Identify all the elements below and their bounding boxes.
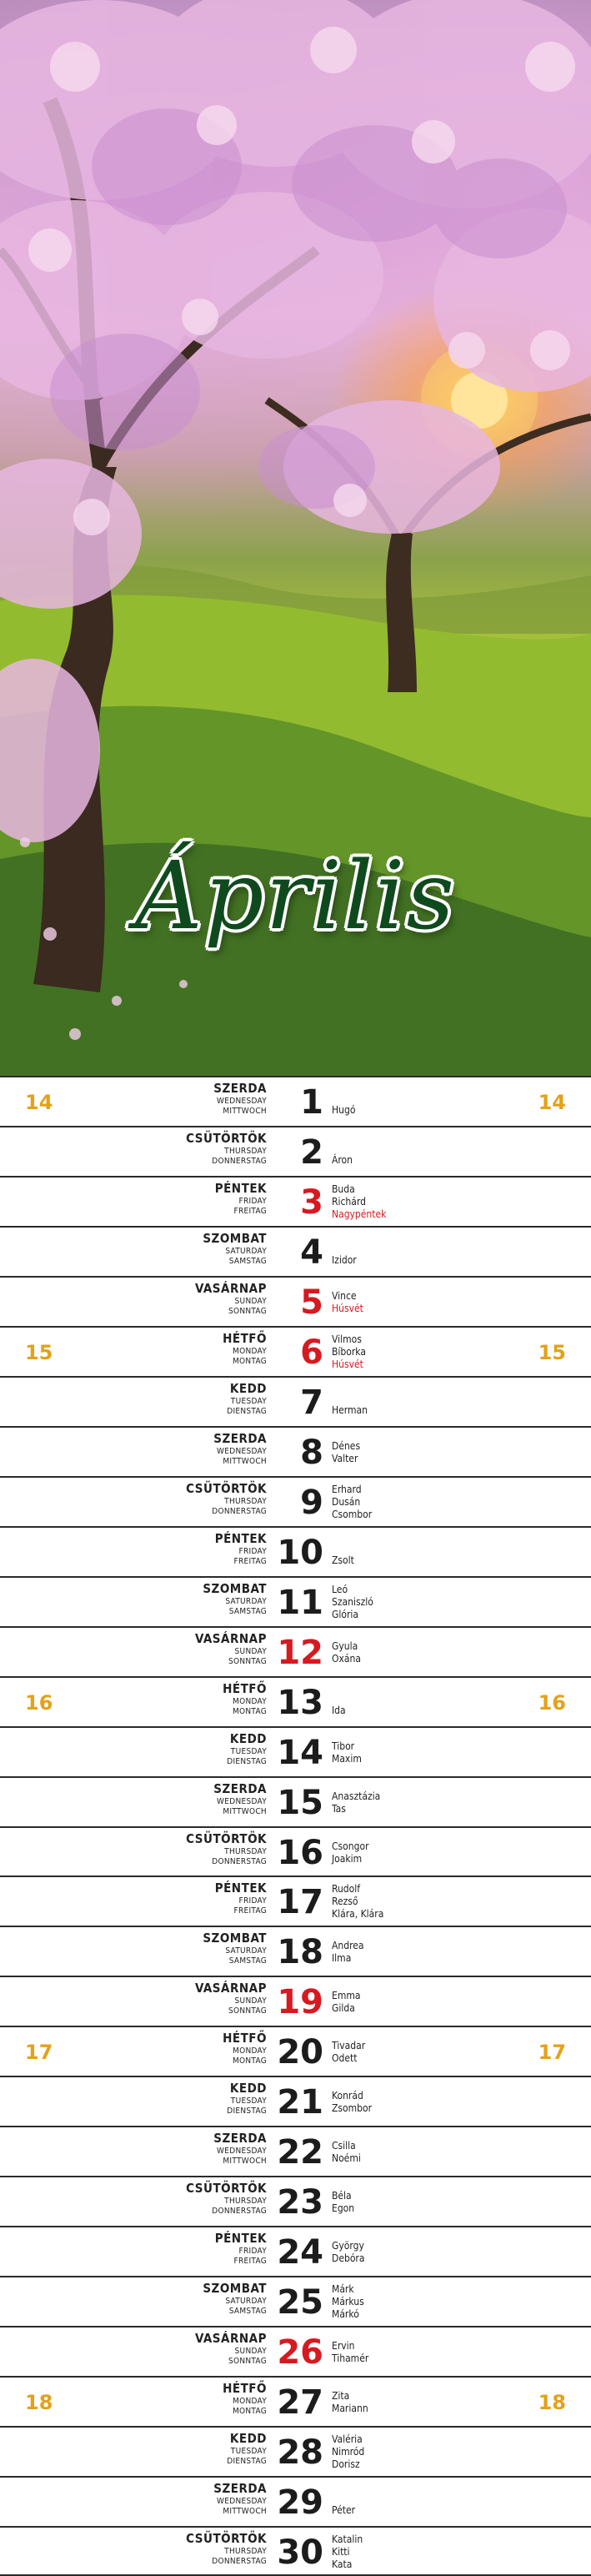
- name-day: Dorisz: [332, 2458, 360, 2471]
- name-day: Zsolt: [332, 1554, 354, 1566]
- day-name-hungarian: KEDD: [229, 2431, 267, 2447]
- day-number: 3: [300, 1183, 323, 1222]
- name-day: Richárd: [332, 1195, 366, 1208]
- day-name-german: MITTWOCH: [223, 1806, 267, 1816]
- week-number-right: 18: [538, 2391, 566, 2415]
- week-number-left: 18: [25, 2391, 53, 2415]
- day-name-english: SUNDAY: [234, 2347, 267, 2357]
- day-name-english: THURSDAY: [224, 1146, 267, 1156]
- day-name-german: MONTAG: [232, 2407, 267, 2417]
- day-name-hungarian: HÉTFŐ: [223, 2031, 267, 2046]
- day-row: [0, 1426, 591, 1476]
- day-name-block: [133, 1132, 267, 1167]
- day-name-block: [133, 1280, 267, 1318]
- cherry-blossom-photo: [0, 0, 591, 1076]
- day-name-block: [133, 2082, 267, 2117]
- day-name-english: WEDNESDAY: [217, 2497, 267, 2507]
- day-name-block: [133, 1780, 267, 1818]
- day-name-hungarian: CSÜTÖRTÖK: [186, 1830, 267, 1846]
- day-name-block: [133, 2433, 267, 2468]
- name-days: [332, 1840, 498, 1865]
- day-name-english: SATURDAY: [225, 1246, 267, 1256]
- name-day: Odett: [332, 2052, 358, 2065]
- day-name-block: [133, 1480, 267, 1518]
- day-number: 16: [277, 1833, 323, 1872]
- day-name-block: [133, 2032, 267, 2067]
- name-day: Gyula: [332, 1640, 358, 1652]
- day-name-german: DONNERSTAG: [212, 1506, 267, 1516]
- name-days: [332, 1554, 498, 1567]
- day-name-hungarian: SZERDA: [213, 2131, 267, 2147]
- name-days: [332, 2504, 498, 2517]
- day-name-block: [133, 1330, 267, 1368]
- name-day: Péter: [332, 2504, 356, 2517]
- day-row: [0, 1326, 591, 1376]
- name-day: Kitti: [332, 2546, 350, 2558]
- week-number-right: 17: [538, 2041, 566, 2065]
- day-name-block: [133, 1630, 267, 1668]
- day-name-german: MONTAG: [232, 1706, 267, 1716]
- day-name-hungarian: VASÁRNAP: [194, 1630, 267, 1646]
- name-day: Oxána: [332, 1652, 361, 1665]
- day-row: [0, 2326, 591, 2376]
- day-name-hungarian: CSÜTÖRTÖK: [186, 2531, 267, 2547]
- day-name-german: SAMSTAG: [228, 1606, 267, 1616]
- name-days: [332, 1440, 498, 1465]
- name-days: [332, 1640, 498, 1665]
- name-day: Mariann: [332, 2403, 368, 2415]
- day-name-german: SONNTAG: [228, 2006, 267, 2016]
- day-row: [0, 1626, 591, 1676]
- day-row: [0, 2276, 591, 2326]
- day-name-hungarian: HÉTFŐ: [223, 1680, 267, 1696]
- name-day: Maxim: [332, 1752, 362, 1765]
- day-number: 22: [277, 2133, 323, 2172]
- day-name-english: THURSDAY: [224, 1846, 267, 1856]
- day-row: [0, 2226, 591, 2276]
- day-name-english: WEDNESDAY: [217, 2147, 267, 2157]
- name-day: Glória: [332, 1608, 359, 1620]
- day-name-english: SUNDAY: [234, 1296, 267, 1306]
- name-day: Tibor: [332, 1740, 355, 1752]
- day-number: 9: [300, 1483, 323, 1522]
- day-row: [0, 1226, 591, 1276]
- calendar-grid: [0, 1076, 591, 2576]
- day-name-german: FREITAG: [233, 1906, 267, 1916]
- day-number: 17: [277, 1883, 323, 1922]
- day-name-english: TUESDAY: [230, 1396, 267, 1406]
- name-day: Szaniszló: [332, 1595, 373, 1608]
- day-name-english: WEDNESDAY: [217, 1796, 267, 1806]
- name-day: Rezső: [332, 1896, 358, 1908]
- day-number: 6: [300, 1333, 323, 1372]
- month-title: Április: [134, 842, 457, 951]
- day-number: 7: [300, 1383, 323, 1422]
- name-days: [332, 1404, 498, 1417]
- name-days: [332, 1705, 498, 1717]
- name-days: [332, 2190, 498, 2215]
- day-name-german: DIENSTAG: [227, 1406, 267, 1416]
- day-name-english: SUNDAY: [234, 1646, 267, 1656]
- day-name-german: DONNERSTAG: [212, 1156, 267, 1166]
- day-name-hungarian: CSÜTÖRTÖK: [186, 2181, 267, 2197]
- day-name-english: FRIDAY: [238, 2247, 267, 2257]
- week-number-left: 14: [25, 1091, 53, 1114]
- day-number: 27: [277, 2383, 323, 2423]
- name-day: Tas: [332, 1802, 346, 1815]
- day-name-german: SAMSTAG: [228, 1956, 267, 1966]
- name-day: Csilla: [332, 2140, 356, 2152]
- day-number: 14: [277, 1733, 323, 1772]
- day-row: [0, 1126, 591, 1176]
- day-name-english: THURSDAY: [224, 1496, 267, 1506]
- name-day: Buda: [332, 1183, 355, 1195]
- name-day: Ilma: [332, 1952, 352, 1965]
- day-name-block: [133, 2132, 267, 2167]
- day-number: 8: [300, 1433, 323, 1472]
- day-name-english: MONDAY: [233, 1696, 267, 1706]
- name-day: Áron: [332, 1153, 353, 1166]
- day-name-hungarian: SZERDA: [213, 2481, 267, 2497]
- day-name-german: DONNERSTAG: [212, 1856, 267, 1866]
- name-day: Rudolf: [332, 1883, 361, 1896]
- day-name-hungarian: VASÁRNAP: [194, 1981, 267, 1996]
- day-name-english: SATURDAY: [225, 2297, 267, 2307]
- name-day: Dénes: [332, 1439, 361, 1452]
- day-name-german: SONNTAG: [228, 2357, 267, 2367]
- day-number: 30: [277, 2533, 323, 2573]
- name-day: Csongor: [332, 1840, 369, 1852]
- name-day: Béla: [332, 2190, 352, 2202]
- day-name-block: [133, 1982, 267, 2017]
- day-number: 15: [277, 1783, 323, 1822]
- name-day: Dusán: [332, 1495, 361, 1508]
- day-number: 24: [277, 2233, 323, 2272]
- name-day: Joakim: [332, 1852, 363, 1865]
- week-number-left: 15: [25, 1340, 53, 1364]
- day-number: 5: [300, 1283, 323, 1322]
- name-day: György: [332, 2240, 364, 2252]
- holiday-label: Nagypéntek: [332, 1208, 387, 1220]
- name-days: [332, 2533, 498, 2571]
- name-day: Valéria: [332, 2433, 363, 2446]
- day-number: 11: [277, 1583, 323, 1622]
- week-number-left: 17: [25, 2041, 53, 2065]
- name-days: [332, 2433, 498, 2471]
- day-number: 1: [300, 1083, 323, 1122]
- day-name-english: TUESDAY: [230, 1746, 267, 1756]
- name-days: [332, 1333, 498, 1371]
- day-name-english: THURSDAY: [224, 2197, 267, 2207]
- week-number-right: 15: [538, 1340, 566, 1364]
- day-name-hungarian: SZOMBAT: [203, 2281, 267, 2297]
- day-name-hungarian: PÉNTEK: [214, 2231, 267, 2247]
- week-number-left: 16: [25, 1690, 53, 1715]
- name-day: Márkus: [332, 2296, 364, 2308]
- day-name-hungarian: PÉNTEK: [214, 1180, 267, 1196]
- day-number: 20: [277, 2033, 323, 2072]
- name-days: [332, 1940, 498, 1965]
- day-number: 12: [277, 1633, 323, 1672]
- day-row: [0, 1276, 591, 1326]
- day-row: [0, 1576, 591, 1626]
- day-row: [0, 2476, 591, 2526]
- day-number: 21: [277, 2083, 323, 2122]
- name-day: Noémi: [332, 2152, 361, 2165]
- name-day: Konrád: [332, 2090, 363, 2102]
- name-days: [332, 1254, 498, 1267]
- day-row: [0, 1376, 591, 1426]
- name-day: Valter: [332, 1452, 358, 1464]
- day-number: 2: [300, 1132, 323, 1172]
- day-name-block: [133, 1882, 267, 1917]
- day-row: [0, 1476, 591, 1526]
- day-name-english: TUESDAY: [230, 2096, 267, 2106]
- name-day: Andrea: [332, 1940, 364, 1952]
- name-day: Erhard: [332, 1483, 362, 1495]
- day-name-german: FREITAG: [233, 1556, 267, 1566]
- day-number: 13: [277, 1683, 323, 1722]
- name-day: Klára, Klára: [332, 1908, 384, 1921]
- day-number: 23: [277, 2183, 323, 2222]
- name-day: Zita: [332, 2390, 350, 2403]
- day-name-english: MONDAY: [233, 1346, 267, 1356]
- name-day: Tihamér: [332, 2353, 369, 2365]
- day-row: [0, 1826, 591, 1876]
- day-name-block: [133, 2232, 267, 2267]
- day-name-hungarian: KEDD: [229, 1380, 267, 1396]
- day-row: [0, 1526, 591, 1576]
- day-name-german: SAMSTAG: [228, 2307, 267, 2317]
- day-name-hungarian: VASÁRNAP: [194, 1280, 267, 1296]
- day-number: 29: [277, 2483, 323, 2523]
- day-name-german: DONNERSTAG: [212, 2207, 267, 2217]
- name-day: Emma: [332, 1990, 361, 2002]
- day-name-block: [133, 1180, 267, 1218]
- day-name-hungarian: CSÜTÖRTÖK: [186, 1480, 267, 1496]
- day-row: [0, 1926, 591, 1976]
- name-day: Bíborka: [332, 1345, 366, 1358]
- day-row: [0, 1076, 591, 1126]
- day-name-hungarian: HÉTFŐ: [223, 1330, 267, 1346]
- day-name-english: MONDAY: [233, 2046, 267, 2056]
- name-days: [332, 1104, 498, 1117]
- day-row: [0, 1876, 591, 1926]
- name-day: Izidor: [332, 1253, 357, 1266]
- day-name-hungarian: SZERDA: [213, 1780, 267, 1796]
- day-name-hungarian: KEDD: [229, 2081, 267, 2096]
- name-day: Anasztázia: [332, 1790, 381, 1802]
- day-number: 4: [300, 1233, 323, 1272]
- name-days: [332, 1584, 498, 1621]
- day-name-german: DONNERSTAG: [212, 2557, 267, 2567]
- name-day: Debóra: [332, 2252, 365, 2265]
- day-name-block: [133, 1580, 267, 1618]
- name-days: [332, 1290, 498, 1315]
- day-name-hungarian: CSÜTÖRTÖK: [186, 1130, 267, 1146]
- name-day: Csombor: [332, 1508, 373, 1520]
- day-row: [0, 2376, 591, 2426]
- name-days: [332, 1183, 498, 1221]
- day-name-hungarian: PÉNTEK: [214, 1530, 267, 1546]
- day-name-hungarian: SZERDA: [213, 1081, 267, 1096]
- name-day: Katalin: [332, 2533, 363, 2546]
- holiday-label: Húsvét: [332, 1358, 363, 1370]
- day-name-hungarian: SZOMBAT: [203, 1230, 267, 1246]
- name-days: [332, 2090, 498, 2115]
- week-number-right: 16: [538, 1690, 566, 1715]
- day-row: [0, 2076, 591, 2126]
- day-name-english: WEDNESDAY: [217, 1446, 267, 1456]
- name-day: Vince: [332, 1289, 357, 1302]
- name-day: Egon: [332, 2202, 355, 2215]
- name-days: [332, 2040, 498, 2065]
- day-row: [0, 1726, 591, 1776]
- day-number: 10: [277, 1533, 323, 1572]
- day-number: 18: [277, 1933, 323, 1972]
- name-day: Nimród: [332, 2446, 365, 2458]
- name-day: Kata: [332, 2558, 353, 2571]
- day-row: [0, 2126, 591, 2176]
- day-name-hungarian: VASÁRNAP: [194, 2331, 267, 2347]
- day-number: 26: [277, 2333, 323, 2373]
- day-row: [0, 2026, 591, 2076]
- day-name-english: FRIDAY: [238, 1546, 267, 1556]
- day-name-block: [133, 1680, 267, 1718]
- day-number: 25: [277, 2283, 323, 2322]
- day-name-english: SATURDAY: [225, 1946, 267, 1956]
- name-day: Hugó: [332, 1104, 356, 1116]
- name-days: [332, 2340, 498, 2365]
- day-name-block: [133, 1932, 267, 1967]
- day-number: 19: [277, 1983, 323, 2022]
- day-row: [0, 1976, 591, 2026]
- name-day: Tivadar: [332, 2040, 366, 2052]
- day-name-german: FREITAG: [233, 1206, 267, 1216]
- name-day: Márkó: [332, 2308, 359, 2321]
- day-name-german: DIENSTAG: [227, 2106, 267, 2117]
- day-name-english: SATURDAY: [225, 1596, 267, 1606]
- day-name-hungarian: SZERDA: [213, 1430, 267, 1446]
- day-name-german: DIENSTAG: [227, 2457, 267, 2467]
- day-name-hungarian: PÉNTEK: [214, 1881, 267, 1896]
- day-name-english: SUNDAY: [234, 1996, 267, 2006]
- day-name-block: [133, 2182, 267, 2217]
- day-name-german: SAMSTAG: [228, 1256, 267, 1266]
- day-name-block: [133, 1430, 267, 1468]
- name-day: Vilmos: [332, 1333, 362, 1345]
- day-name-block: [133, 2483, 267, 2518]
- name-day: Leó: [332, 1583, 348, 1595]
- day-name-german: MITTWOCH: [223, 2157, 267, 2167]
- day-name-block: [133, 2533, 267, 2568]
- day-name-german: MITTWOCH: [223, 1456, 267, 1466]
- name-day: Gilda: [332, 2002, 355, 2015]
- day-name-hungarian: SZOMBAT: [203, 1580, 267, 1596]
- day-name-block: [133, 1530, 267, 1568]
- day-name-hungarian: SZOMBAT: [203, 1931, 267, 1946]
- name-day: Márk: [332, 2283, 354, 2296]
- name-day: Ida: [332, 1704, 346, 1716]
- day-name-block: [133, 2282, 267, 2317]
- day-name-german: MITTWOCH: [223, 1107, 267, 1116]
- name-days: [332, 2140, 498, 2165]
- name-days: [332, 2240, 498, 2265]
- day-name-block: [133, 1230, 267, 1268]
- name-days: [332, 1740, 498, 1765]
- day-name-german: SONNTAG: [228, 1306, 267, 1316]
- day-name-block: [133, 2332, 267, 2368]
- name-day: Herman: [332, 1403, 368, 1416]
- name-day: Ervin: [332, 2340, 355, 2353]
- day-row: [0, 2526, 591, 2576]
- day-row: [0, 1776, 591, 1826]
- name-days: [332, 2390, 498, 2415]
- holiday-label: Húsvét: [332, 1302, 363, 1314]
- day-name-german: DIENSTAG: [227, 1756, 267, 1766]
- day-row: [0, 1676, 591, 1726]
- week-number-right: 14: [538, 1091, 566, 1114]
- day-name-english: MONDAY: [233, 2397, 267, 2407]
- name-days: [332, 2283, 498, 2321]
- day-name-english: FRIDAY: [238, 1896, 267, 1906]
- day-name-hungarian: HÉTFŐ: [223, 2381, 267, 2397]
- day-name-german: SONNTAG: [228, 1656, 267, 1666]
- day-name-block: [133, 1730, 267, 1768]
- day-name-hungarian: KEDD: [229, 1730, 267, 1746]
- day-name-english: THURSDAY: [224, 2547, 267, 2557]
- name-days: [332, 1154, 498, 1167]
- day-name-block: [133, 1082, 267, 1117]
- day-row: [0, 1176, 591, 1226]
- day-name-block: [133, 2383, 267, 2418]
- name-days: [332, 1790, 498, 1815]
- day-name-block: [133, 1380, 267, 1418]
- day-name-german: MONTAG: [232, 2056, 267, 2066]
- name-day: Zsombor: [332, 2102, 373, 2115]
- day-name-german: MONTAG: [232, 1356, 267, 1366]
- day-name-german: FREITAG: [233, 2257, 267, 2267]
- name-days: [332, 1883, 498, 1921]
- day-row: [0, 2176, 591, 2226]
- day-name-english: WEDNESDAY: [217, 1097, 267, 1106]
- day-row: [0, 2426, 591, 2476]
- name-days: [332, 1990, 498, 2015]
- day-name-block: [133, 1830, 267, 1868]
- name-days: [332, 1484, 498, 1521]
- day-number: 28: [277, 2433, 323, 2473]
- day-name-english: TUESDAY: [230, 2447, 267, 2457]
- day-name-german: MITTWOCH: [223, 2507, 267, 2517]
- day-name-english: FRIDAY: [238, 1196, 267, 1206]
